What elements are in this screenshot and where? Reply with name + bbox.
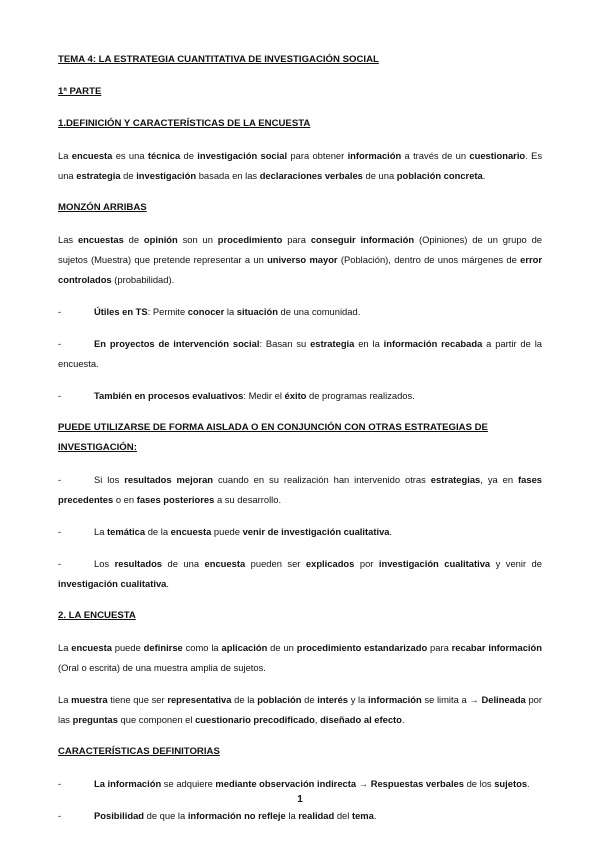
monzon-paragraph: Las encuestas de opinión son un procedimiento para conseguir información (Opiniones) de un grupo de sujetos (Muestra) que pretende representar a un universo mayor (Población), dentro de unos márgenes de error controlados (probabilidad). <box>58 234 543 285</box>
list-item: - También en procesos evaluativos: Medir el éxito de programas realizados. <box>58 390 415 401</box>
list-item: - En proyectos de intervención social: Basan su estrategia en la información recabada a partir de la encuesta. <box>58 338 542 369</box>
list-item: - Los resultados de una encuesta pueden ser explicados por investigación cualitativa y venir de investigación cualitativa. <box>58 558 542 589</box>
part-heading: 1ª PARTE <box>58 86 102 97</box>
section-heading-definition: 1.DEFINICIÓN Y CARACTERÍSTICAS DE LA ENCUESTA <box>58 118 311 129</box>
definition-paragraph: La encuesta es una técnica de investigación social para obtener información a través de un cuestionario. Es una estrategia de investigación basada en las declaraciones verbales de una población concreta. <box>58 150 543 181</box>
list-item: - La temática de la encuesta puede venir de investigación cualitativa. <box>58 526 393 537</box>
section-heading-characteristics: CARACTERÍSTICAS DEFINITORIAS <box>58 746 220 757</box>
page-number: 1 <box>297 794 303 805</box>
section-heading-encuesta: 2. LA ENCUESTA <box>58 610 136 621</box>
list-item: - Si los resultados mejoran cuando en su realización han intervenido otras estrategias, ya en fases precedentes o en fases posteriores a su desarrollo. <box>58 474 543 505</box>
list-item: - Posibilidad de que la información no refleje la realidad del tema. <box>58 810 377 821</box>
document-title: TEMA 4: LA ESTRATEGIA CUANTITATIVA DE INVESTIGACIÓN SOCIAL <box>58 54 379 65</box>
list-item: - La información se adquiere mediante observación indirecta → Respuestas verbales de los sujetos. <box>58 778 530 789</box>
list-item: - Útiles en TS: Permite conocer la situación de una comunidad. <box>58 306 361 317</box>
author-heading: MONZÓN ARRIBAS <box>58 202 147 213</box>
encuesta-paragraph-1: La encuesta puede definirse como la aplicación de un procedimiento estandarizado para recabar información (Oral o escrita) de una muestra amplia de sujetos. <box>58 642 542 673</box>
document-page <box>58 50 542 838</box>
encuesta-paragraph-2: La muestra tiene que ser representativa de la población de interés y la información se limita a → Delineada por las preguntas que componen el cuestionario precodificado, diseñado al efecto. <box>58 694 542 725</box>
section-heading-usage: PUEDE UTILIZARSE DE FORMA AISLADA O EN CONJUNCIÓN CON OTRAS ESTRATEGIAS DE INVESTIGACIÓN: <box>58 422 488 453</box>
